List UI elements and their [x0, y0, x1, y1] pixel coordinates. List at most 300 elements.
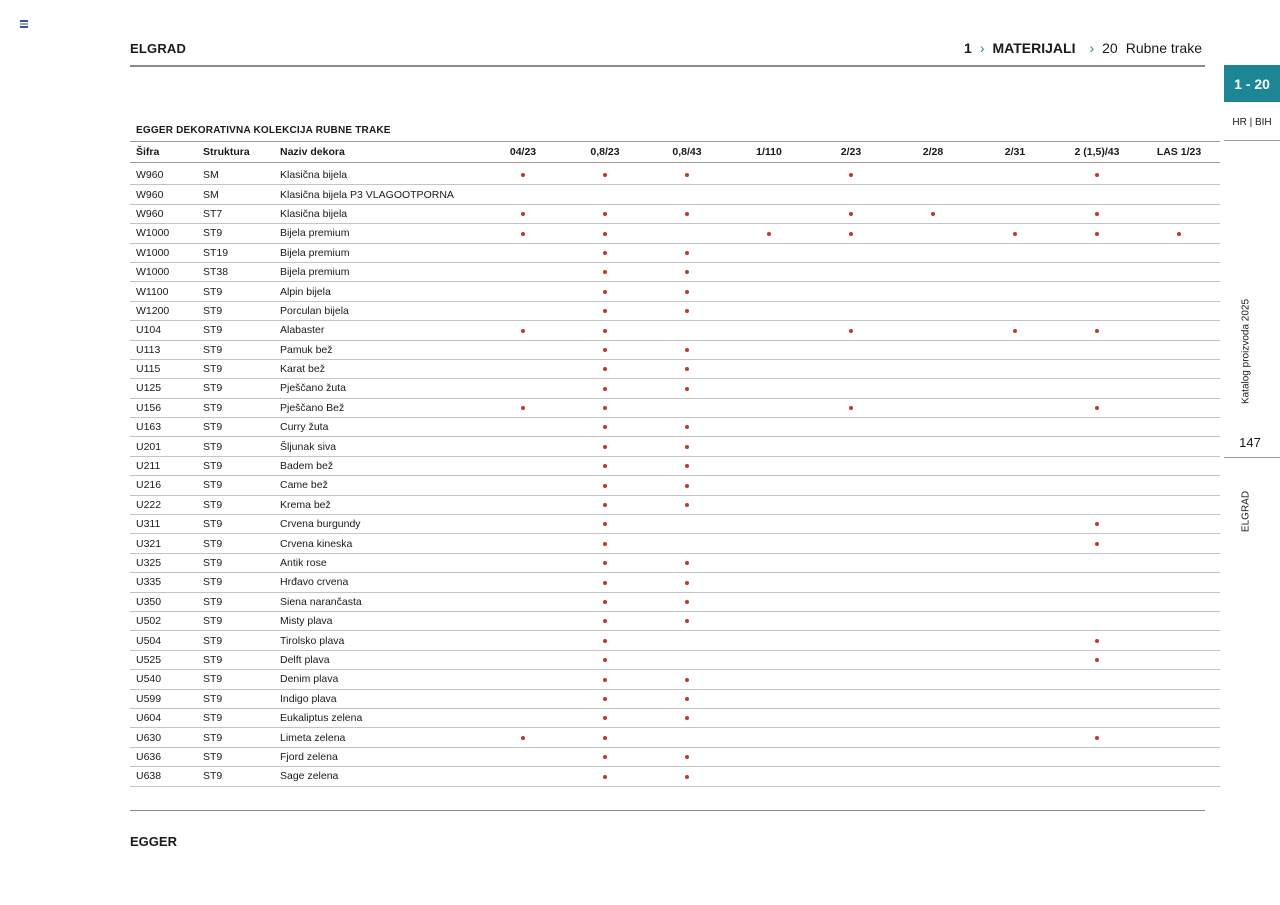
- cell-name: Hrđavo crvena: [274, 573, 482, 592]
- table-row: [130, 301, 1220, 320]
- availability-cell: [646, 398, 728, 417]
- availability-cell: [1138, 437, 1220, 456]
- cell-struct: ST9: [197, 611, 274, 630]
- breadcrumb-section-number: 20: [1102, 40, 1118, 56]
- availability-dot-icon: [603, 367, 607, 371]
- availability-cell: [810, 767, 892, 786]
- cell-struct: ST9: [197, 728, 274, 747]
- availability-dot-icon: [603, 697, 607, 701]
- availability-cell: [728, 456, 810, 475]
- availability-cell: [482, 592, 564, 611]
- availability-cell: [646, 301, 728, 320]
- availability-cell: [892, 728, 974, 747]
- availability-cell: [1056, 553, 1138, 572]
- availability-cell: [564, 767, 646, 786]
- availability-cell: [646, 515, 728, 534]
- table-row: [130, 282, 1220, 301]
- cell-struct: ST9: [197, 631, 274, 650]
- availability-cell: [810, 573, 892, 592]
- availability-cell: [646, 204, 728, 223]
- availability-dot-icon: [849, 406, 853, 410]
- availability-cell: [810, 224, 892, 243]
- cell-code: U350: [130, 592, 197, 611]
- availability-cell: [974, 185, 1056, 204]
- availability-cell: [728, 282, 810, 301]
- cell-name: Klasična bijela P3 VLAGOOTPORNA: [274, 185, 482, 204]
- availability-cell: [892, 282, 974, 301]
- availability-cell: [564, 495, 646, 514]
- availability-cell: [728, 611, 810, 630]
- availability-cell: [892, 708, 974, 727]
- table-row: [130, 243, 1220, 262]
- cell-struct: ST9: [197, 476, 274, 495]
- availability-dot-icon: [685, 251, 689, 255]
- availability-cell: [646, 456, 728, 475]
- availability-dot-icon: [603, 445, 607, 449]
- cell-code: U156: [130, 398, 197, 417]
- availability-cell: [810, 456, 892, 475]
- availability-cell: [1138, 185, 1220, 204]
- availability-cell: [646, 708, 728, 727]
- availability-dot-icon: [603, 270, 607, 274]
- table-row: [130, 553, 1220, 572]
- availability-cell: [1056, 359, 1138, 378]
- availability-cell: [810, 515, 892, 534]
- availability-cell: [1056, 418, 1138, 437]
- column-header: 0,8/23: [564, 142, 646, 163]
- chevron-right-icon: ›: [979, 40, 985, 56]
- table-row: [130, 224, 1220, 243]
- availability-cell: [1056, 379, 1138, 398]
- cell-code: W1000: [130, 243, 197, 262]
- table-row: [130, 767, 1220, 786]
- availability-dot-icon: [685, 600, 689, 604]
- availability-cell: [974, 204, 1056, 223]
- cell-name: Eukaliptus zelena: [274, 708, 482, 727]
- section-tab[interactable]: 1 - 20: [1224, 65, 1280, 102]
- availability-cell: [810, 262, 892, 281]
- availability-cell: [646, 650, 728, 669]
- availability-dot-icon: [1095, 639, 1099, 643]
- availability-dot-icon: [603, 329, 607, 333]
- availability-dot-icon: [1095, 329, 1099, 333]
- availability-dot-icon: [849, 173, 853, 177]
- availability-cell: [810, 534, 892, 553]
- availability-cell: [482, 553, 564, 572]
- availability-cell: [1138, 456, 1220, 475]
- availability-cell: [1138, 340, 1220, 359]
- availability-cell: [810, 321, 892, 340]
- availability-cell: [564, 476, 646, 495]
- availability-dot-icon: [603, 309, 607, 313]
- availability-cell: [1138, 166, 1220, 185]
- availability-cell: [810, 747, 892, 766]
- cell-name: Alabaster: [274, 321, 482, 340]
- cell-code: U540: [130, 670, 197, 689]
- breadcrumb-chapter[interactable]: MATERIJALI: [992, 40, 1076, 56]
- availability-cell: [728, 301, 810, 320]
- availability-cell: [564, 340, 646, 359]
- availability-cell: [728, 708, 810, 727]
- availability-cell: [482, 631, 564, 650]
- cell-name: Karat bež: [274, 359, 482, 378]
- cell-name: Denim plava: [274, 670, 482, 689]
- availability-cell: [810, 437, 892, 456]
- availability-cell: [646, 534, 728, 553]
- availability-cell: [728, 224, 810, 243]
- availability-cell: [482, 515, 564, 534]
- table-row: [130, 708, 1220, 727]
- cell-struct: SM: [197, 166, 274, 185]
- availability-dot-icon: [685, 367, 689, 371]
- availability-cell: [1138, 282, 1220, 301]
- availability-cell: [974, 495, 1056, 514]
- cell-name: Came bež: [274, 476, 482, 495]
- availability-cell: [564, 592, 646, 611]
- availability-cell: [646, 166, 728, 185]
- cell-struct: ST9: [197, 321, 274, 340]
- availability-dot-icon: [685, 464, 689, 468]
- availability-cell: [482, 767, 564, 786]
- availability-cell: [728, 437, 810, 456]
- availability-cell: [728, 592, 810, 611]
- availability-cell: [482, 456, 564, 475]
- availability-cell: [892, 611, 974, 630]
- availability-cell: [810, 379, 892, 398]
- availability-cell: [810, 670, 892, 689]
- availability-cell: [564, 553, 646, 572]
- column-header: Šifra: [130, 142, 197, 163]
- cell-name: Pješčano Bež: [274, 398, 482, 417]
- availability-cell: [1138, 224, 1220, 243]
- availability-dot-icon: [1095, 212, 1099, 216]
- availability-dot-icon: [603, 251, 607, 255]
- availability-cell: [1056, 185, 1138, 204]
- availability-cell: [728, 476, 810, 495]
- availability-dot-icon: [521, 406, 525, 410]
- availability-cell: [810, 398, 892, 417]
- availability-dot-icon: [603, 775, 607, 779]
- breadcrumb: [964, 40, 1202, 56]
- availability-dot-icon: [685, 561, 689, 565]
- availability-cell: [564, 437, 646, 456]
- table-row: [130, 418, 1220, 437]
- cell-code: W1000: [130, 224, 197, 243]
- table-row: [130, 728, 1220, 747]
- availability-cell: [728, 359, 810, 378]
- header-brand: ELGRAD: [130, 41, 187, 56]
- availability-dot-icon: [685, 697, 689, 701]
- availability-cell: [892, 359, 974, 378]
- availability-cell: [892, 476, 974, 495]
- availability-cell: [646, 359, 728, 378]
- availability-cell: [892, 321, 974, 340]
- availability-cell: [482, 301, 564, 320]
- cell-code: W1100: [130, 282, 197, 301]
- availability-cell: [810, 553, 892, 572]
- availability-cell: [892, 224, 974, 243]
- cell-struct: ST9: [197, 301, 274, 320]
- availability-dot-icon: [685, 270, 689, 274]
- availability-cell: [892, 650, 974, 669]
- availability-cell: [974, 592, 1056, 611]
- availability-cell: [1138, 689, 1220, 708]
- availability-cell: [1138, 321, 1220, 340]
- availability-cell: [564, 728, 646, 747]
- availability-cell: [1138, 573, 1220, 592]
- cell-name: Tirolsko plava: [274, 631, 482, 650]
- availability-cell: [1138, 418, 1220, 437]
- availability-cell: [1056, 708, 1138, 727]
- availability-dot-icon: [1013, 232, 1017, 236]
- catalog-label: Katalog proizvoda 2025: [1240, 298, 1252, 405]
- availability-cell: [646, 224, 728, 243]
- availability-cell: [892, 534, 974, 553]
- availability-dot-icon: [685, 755, 689, 759]
- availability-cell: [974, 166, 1056, 185]
- availability-cell: [810, 708, 892, 727]
- cell-name: Badem bež: [274, 456, 482, 475]
- availability-cell: [1056, 495, 1138, 514]
- cell-code: U115: [130, 359, 197, 378]
- cell-name: Šljunak siva: [274, 437, 482, 456]
- availability-cell: [482, 708, 564, 727]
- table-row: [130, 476, 1220, 495]
- cell-name: Klasična bijela: [274, 166, 482, 185]
- availability-cell: [482, 573, 564, 592]
- availability-cell: [974, 631, 1056, 650]
- cell-name: Curry žuta: [274, 418, 482, 437]
- availability-cell: [728, 379, 810, 398]
- cell-name: Pamuk bež: [274, 340, 482, 359]
- cell-name: Crvena burgundy: [274, 515, 482, 534]
- availability-dot-icon: [685, 716, 689, 720]
- availability-dot-icon: [1095, 542, 1099, 546]
- cell-code: U311: [130, 515, 197, 534]
- availability-cell: [892, 670, 974, 689]
- availability-cell: [1056, 592, 1138, 611]
- cell-code: U201: [130, 437, 197, 456]
- availability-cell: [482, 476, 564, 495]
- availability-dot-icon: [685, 425, 689, 429]
- availability-dot-icon: [603, 503, 607, 507]
- availability-cell: [482, 418, 564, 437]
- cell-struct: ST9: [197, 708, 274, 727]
- availability-cell: [646, 767, 728, 786]
- cell-struct: ST9: [197, 359, 274, 378]
- column-header: 0,8/43: [646, 142, 728, 163]
- table-row: [130, 534, 1220, 553]
- availability-dot-icon: [603, 716, 607, 720]
- cell-name: Pješčano žuta: [274, 379, 482, 398]
- menu-icon[interactable]: [20, 20, 28, 29]
- availability-cell: [646, 611, 728, 630]
- availability-dot-icon: [521, 173, 525, 177]
- availability-cell: [1138, 243, 1220, 262]
- availability-cell: [1138, 398, 1220, 417]
- availability-cell: [1138, 670, 1220, 689]
- availability-cell: [482, 204, 564, 223]
- availability-dot-icon: [849, 232, 853, 236]
- table-row: [130, 321, 1220, 340]
- cell-name: Sage zelena: [274, 767, 482, 786]
- breadcrumb-section[interactable]: Rubne trake: [1125, 40, 1202, 56]
- availability-cell: [810, 689, 892, 708]
- availability-cell: [482, 495, 564, 514]
- availability-cell: [646, 495, 728, 514]
- availability-cell: [974, 340, 1056, 359]
- availability-cell: [1056, 611, 1138, 630]
- availability-dot-icon: [521, 232, 525, 236]
- availability-dot-icon: [603, 639, 607, 643]
- availability-cell: [564, 359, 646, 378]
- availability-cell: [974, 262, 1056, 281]
- availability-cell: [810, 243, 892, 262]
- availability-cell: [564, 398, 646, 417]
- availability-cell: [564, 573, 646, 592]
- table-row: [130, 515, 1220, 534]
- cell-name: Misty plava: [274, 611, 482, 630]
- availability-cell: [974, 282, 1056, 301]
- availability-cell: [974, 611, 1056, 630]
- cell-struct: ST9: [197, 670, 274, 689]
- cell-struct: ST9: [197, 224, 274, 243]
- availability-cell: [482, 689, 564, 708]
- availability-cell: [1138, 476, 1220, 495]
- availability-cell: [646, 321, 728, 340]
- table-row: [130, 631, 1220, 650]
- availability-dot-icon: [603, 348, 607, 352]
- availability-cell: [892, 340, 974, 359]
- cell-name: Siena narančasta: [274, 592, 482, 611]
- cell-code: U630: [130, 728, 197, 747]
- availability-cell: [728, 204, 810, 223]
- cell-code: W960: [130, 204, 197, 223]
- availability-cell: [728, 670, 810, 689]
- column-header: LAS 1/23: [1138, 142, 1220, 163]
- cell-struct: ST9: [197, 747, 274, 766]
- availability-cell: [564, 456, 646, 475]
- availability-cell: [646, 689, 728, 708]
- cell-struct: ST9: [197, 573, 274, 592]
- availability-cell: [974, 689, 1056, 708]
- availability-cell: [974, 534, 1056, 553]
- decor-table: [130, 141, 1220, 787]
- availability-cell: [1056, 301, 1138, 320]
- availability-dot-icon: [685, 581, 689, 585]
- availability-cell: [728, 728, 810, 747]
- cell-name: Crvena kineska: [274, 534, 482, 553]
- cell-struct: ST9: [197, 650, 274, 669]
- table-row: [130, 495, 1220, 514]
- availability-cell: [974, 650, 1056, 669]
- availability-cell: [1138, 301, 1220, 320]
- cell-name: Porculan bijela: [274, 301, 482, 320]
- table-header-row: [130, 142, 1220, 163]
- availability-dot-icon: [603, 173, 607, 177]
- availability-cell: [974, 243, 1056, 262]
- availability-dot-icon: [1177, 232, 1181, 236]
- availability-cell: [728, 767, 810, 786]
- availability-cell: [1056, 650, 1138, 669]
- cell-struct: ST9: [197, 418, 274, 437]
- availability-cell: [646, 747, 728, 766]
- availability-cell: [564, 224, 646, 243]
- availability-cell: [482, 282, 564, 301]
- availability-cell: [482, 747, 564, 766]
- cell-code: U636: [130, 747, 197, 766]
- availability-cell: [892, 262, 974, 281]
- table-row: [130, 379, 1220, 398]
- availability-dot-icon: [603, 600, 607, 604]
- table-row: [130, 689, 1220, 708]
- availability-cell: [646, 262, 728, 281]
- availability-cell: [646, 670, 728, 689]
- cell-code: U325: [130, 553, 197, 572]
- side-brand: ELGRAD: [1240, 490, 1252, 533]
- availability-cell: [810, 359, 892, 378]
- column-header: 2 (1,5)/43: [1056, 142, 1138, 163]
- availability-cell: [564, 262, 646, 281]
- column-header: 04/23: [482, 142, 564, 163]
- availability-cell: [728, 262, 810, 281]
- availability-cell: [974, 573, 1056, 592]
- availability-dot-icon: [521, 212, 525, 216]
- availability-cell: [810, 728, 892, 747]
- cell-struct: SM: [197, 185, 274, 204]
- availability-dot-icon: [685, 173, 689, 177]
- availability-dot-icon: [603, 290, 607, 294]
- availability-cell: [728, 650, 810, 669]
- availability-cell: [810, 204, 892, 223]
- availability-cell: [1056, 767, 1138, 786]
- availability-cell: [1138, 767, 1220, 786]
- availability-cell: [564, 515, 646, 534]
- availability-cell: [810, 650, 892, 669]
- availability-dot-icon: [1095, 406, 1099, 410]
- availability-cell: [482, 166, 564, 185]
- availability-cell: [482, 728, 564, 747]
- column-header: 2/23: [810, 142, 892, 163]
- availability-cell: [564, 204, 646, 223]
- availability-cell: [1138, 650, 1220, 669]
- cell-struct: ST9: [197, 515, 274, 534]
- table-row: [130, 166, 1220, 185]
- column-header: Struktura: [197, 142, 274, 163]
- availability-dot-icon: [603, 678, 607, 682]
- availability-cell: [646, 728, 728, 747]
- chevron-right-icon: ›: [1089, 40, 1095, 56]
- availability-cell: [1056, 282, 1138, 301]
- cell-code: U525: [130, 650, 197, 669]
- availability-cell: [1056, 456, 1138, 475]
- availability-cell: [1056, 728, 1138, 747]
- cell-name: Alpin bijela: [274, 282, 482, 301]
- availability-cell: [974, 359, 1056, 378]
- availability-cell: [1138, 262, 1220, 281]
- availability-cell: [728, 418, 810, 437]
- availability-cell: [646, 418, 728, 437]
- cell-struct: ST9: [197, 534, 274, 553]
- availability-cell: [1056, 747, 1138, 766]
- cell-name: Limeta zelena: [274, 728, 482, 747]
- availability-cell: [482, 224, 564, 243]
- availability-cell: [482, 670, 564, 689]
- table-row: [130, 398, 1220, 417]
- side-divider: [1224, 140, 1280, 141]
- cell-name: Krema bež: [274, 495, 482, 514]
- availability-cell: [728, 553, 810, 572]
